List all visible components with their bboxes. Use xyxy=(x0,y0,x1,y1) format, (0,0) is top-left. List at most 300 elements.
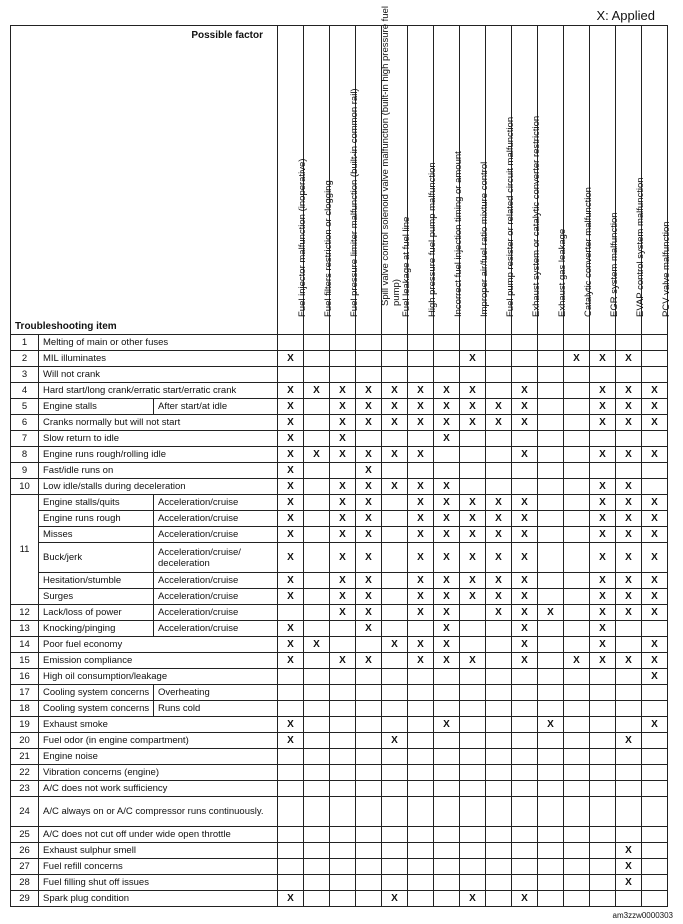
table-row xyxy=(11,733,668,749)
empty-cell xyxy=(512,797,538,827)
troubleshooting-item: Fuel refill concerns xyxy=(39,859,278,875)
applied-mark: X xyxy=(304,637,330,653)
empty-cell xyxy=(304,415,330,431)
row-number: 17 xyxy=(11,685,39,701)
applied-mark: X xyxy=(330,605,356,621)
applied-mark: X xyxy=(278,431,304,447)
row-number: 6 xyxy=(11,415,39,431)
empty-cell xyxy=(304,351,330,367)
applied-mark: X xyxy=(408,383,434,399)
empty-cell xyxy=(564,669,590,685)
empty-cell xyxy=(408,351,434,367)
empty-cell xyxy=(512,431,538,447)
empty-cell xyxy=(408,701,434,717)
applied-mark: X xyxy=(434,605,460,621)
empty-cell xyxy=(564,827,590,843)
empty-cell xyxy=(304,573,330,589)
empty-cell xyxy=(538,797,564,827)
empty-cell xyxy=(460,335,486,351)
applied-mark: X xyxy=(616,573,642,589)
table-row xyxy=(11,875,668,891)
empty-cell xyxy=(590,797,616,827)
empty-cell xyxy=(304,717,330,733)
applied-mark: X xyxy=(356,653,382,669)
empty-cell xyxy=(538,335,564,351)
empty-cell xyxy=(538,891,564,907)
empty-cell xyxy=(330,859,356,875)
troubleshooting-item: Engine runs rough xyxy=(39,511,154,527)
empty-cell xyxy=(330,843,356,859)
empty-cell xyxy=(538,573,564,589)
factor-label: High pressure fuel pump malfunction xyxy=(426,162,438,317)
empty-cell xyxy=(564,589,590,605)
empty-cell xyxy=(278,875,304,891)
applied-mark: X xyxy=(278,463,304,479)
empty-cell xyxy=(356,351,382,367)
empty-cell xyxy=(486,827,512,843)
empty-cell xyxy=(616,717,642,733)
empty-cell xyxy=(304,685,330,701)
empty-cell xyxy=(356,797,382,827)
empty-cell xyxy=(408,733,434,749)
empty-cell xyxy=(382,495,408,511)
empty-cell xyxy=(590,685,616,701)
empty-cell xyxy=(642,685,668,701)
empty-cell xyxy=(356,891,382,907)
empty-cell xyxy=(616,367,642,383)
empty-cell xyxy=(486,733,512,749)
empty-cell xyxy=(434,843,460,859)
applied-mark: X xyxy=(590,527,616,543)
applied-mark: X xyxy=(616,415,642,431)
table-row xyxy=(11,891,668,907)
empty-cell xyxy=(382,859,408,875)
empty-cell xyxy=(382,431,408,447)
empty-cell xyxy=(512,859,538,875)
empty-cell xyxy=(408,367,434,383)
empty-cell xyxy=(278,367,304,383)
applied-mark: X xyxy=(538,717,564,733)
empty-cell xyxy=(616,749,642,765)
table-row xyxy=(11,415,668,431)
empty-cell xyxy=(512,749,538,765)
applied-mark: X xyxy=(330,383,356,399)
applied-mark: X xyxy=(408,543,434,573)
applied-mark: X xyxy=(382,479,408,495)
empty-cell xyxy=(564,479,590,495)
factor-label: EGR system malfunction xyxy=(608,212,620,317)
empty-cell xyxy=(278,605,304,621)
empty-cell xyxy=(434,875,460,891)
troubleshooting-item: Engine stalls xyxy=(39,399,154,415)
table-row xyxy=(11,383,668,399)
empty-cell xyxy=(642,749,668,765)
empty-cell xyxy=(382,351,408,367)
troubleshooting-item: Cranks normally but will not start xyxy=(39,415,278,431)
empty-cell xyxy=(538,701,564,717)
empty-cell xyxy=(590,781,616,797)
empty-cell xyxy=(304,463,330,479)
empty-cell xyxy=(304,335,330,351)
applied-mark: X xyxy=(616,399,642,415)
troubleshooting-item: Engine stalls/quits xyxy=(39,495,154,511)
empty-cell xyxy=(304,431,330,447)
empty-cell xyxy=(486,685,512,701)
factor-header xyxy=(512,26,542,335)
empty-cell xyxy=(304,399,330,415)
applied-mark: X xyxy=(278,527,304,543)
troubleshooting-item: A/C always on or A/C compressor runs continuously. xyxy=(39,797,278,827)
applied-mark: X xyxy=(356,621,382,637)
empty-cell xyxy=(538,669,564,685)
applied-mark: X xyxy=(330,431,356,447)
row-number: 28 xyxy=(11,875,39,891)
row-number: 20 xyxy=(11,733,39,749)
table-row xyxy=(11,447,668,463)
empty-cell xyxy=(434,685,460,701)
row-number: 18 xyxy=(11,701,39,717)
table-row xyxy=(11,781,668,797)
empty-cell xyxy=(564,431,590,447)
applied-mark: X xyxy=(434,495,460,511)
applied-mark: X xyxy=(408,589,434,605)
empty-cell xyxy=(538,733,564,749)
empty-cell xyxy=(486,335,512,351)
empty-cell xyxy=(356,827,382,843)
empty-cell xyxy=(460,669,486,685)
table-row xyxy=(11,621,668,637)
applied-mark: X xyxy=(512,415,538,431)
applied-mark: X xyxy=(616,351,642,367)
factor-label: Fuel injector malfunction (inoperative) xyxy=(296,158,308,317)
applied-mark: X xyxy=(278,383,304,399)
table-row xyxy=(11,717,668,733)
empty-cell xyxy=(278,335,304,351)
troubleshooting-item: Knocking/pinging xyxy=(39,621,154,637)
empty-cell xyxy=(590,765,616,781)
empty-cell xyxy=(304,733,330,749)
applied-mark: X xyxy=(278,589,304,605)
empty-cell xyxy=(642,351,668,367)
applied-mark: X xyxy=(356,383,382,399)
empty-cell xyxy=(564,463,590,479)
empty-cell xyxy=(538,875,564,891)
troubleshooting-item: Vibration concerns (engine) xyxy=(39,765,278,781)
applied-mark: X xyxy=(434,383,460,399)
empty-cell xyxy=(304,875,330,891)
factor-header xyxy=(486,26,516,335)
applied-mark: X xyxy=(486,399,512,415)
empty-cell xyxy=(564,605,590,621)
empty-cell xyxy=(356,367,382,383)
empty-cell xyxy=(538,495,564,511)
empty-cell xyxy=(278,859,304,875)
empty-cell xyxy=(330,781,356,797)
empty-cell xyxy=(330,621,356,637)
empty-cell xyxy=(564,749,590,765)
empty-cell xyxy=(382,335,408,351)
applied-mark: X xyxy=(330,653,356,669)
empty-cell xyxy=(512,367,538,383)
empty-cell xyxy=(434,749,460,765)
applied-mark: X xyxy=(278,621,304,637)
empty-cell xyxy=(356,431,382,447)
applied-mark: X xyxy=(460,495,486,511)
applied-mark: X xyxy=(278,351,304,367)
empty-cell xyxy=(460,717,486,733)
applied-mark: X xyxy=(590,573,616,589)
empty-cell xyxy=(538,621,564,637)
applied-mark: X xyxy=(460,415,486,431)
empty-cell xyxy=(564,765,590,781)
factor-header xyxy=(538,26,568,335)
condition: Acceleration/cruise xyxy=(154,573,278,589)
applied-mark: X xyxy=(434,527,460,543)
empty-cell xyxy=(486,781,512,797)
empty-cell xyxy=(356,701,382,717)
troubleshooting-item: Cooling system concerns xyxy=(39,701,154,717)
table-row xyxy=(11,765,668,781)
empty-cell xyxy=(564,447,590,463)
row-number: 22 xyxy=(11,765,39,781)
applied-mark: X xyxy=(642,383,668,399)
applied-mark: X xyxy=(434,431,460,447)
factor-header xyxy=(330,26,360,335)
applied-mark: X xyxy=(590,621,616,637)
empty-cell xyxy=(642,781,668,797)
factor-header xyxy=(590,26,620,335)
factor-header xyxy=(616,26,646,335)
empty-cell xyxy=(486,669,512,685)
empty-cell xyxy=(408,859,434,875)
empty-cell xyxy=(460,479,486,495)
empty-cell xyxy=(564,781,590,797)
empty-cell xyxy=(564,701,590,717)
applied-mark: X xyxy=(642,653,668,669)
row-number: 4 xyxy=(11,383,39,399)
empty-cell xyxy=(304,621,330,637)
troubleshooting-item: Poor fuel economy xyxy=(39,637,278,653)
applied-mark: X xyxy=(356,511,382,527)
empty-cell xyxy=(512,335,538,351)
factor-label: Fuel pressure limiter malfunction (built-in common rail) xyxy=(348,88,360,317)
empty-cell xyxy=(434,335,460,351)
troubleshooting-item: Lack/loss of power xyxy=(39,605,154,621)
empty-cell xyxy=(538,653,564,669)
empty-cell xyxy=(564,335,590,351)
applied-mark: X xyxy=(356,447,382,463)
header-row xyxy=(11,26,668,335)
troubleshooting-item: MIL illuminates xyxy=(39,351,278,367)
empty-cell xyxy=(382,543,408,573)
empty-cell xyxy=(616,637,642,653)
table-row xyxy=(11,351,668,367)
applied-mark: X xyxy=(330,543,356,573)
table-row xyxy=(11,589,668,605)
applied-mark: X xyxy=(434,637,460,653)
empty-cell xyxy=(538,511,564,527)
empty-cell xyxy=(486,875,512,891)
applied-mark: X xyxy=(616,479,642,495)
applied-mark: X xyxy=(616,843,642,859)
empty-cell xyxy=(538,527,564,543)
empty-cell xyxy=(486,653,512,669)
empty-cell xyxy=(616,797,642,827)
applied-mark: X xyxy=(408,605,434,621)
applied-mark: X xyxy=(486,495,512,511)
empty-cell xyxy=(460,749,486,765)
empty-cell xyxy=(616,463,642,479)
empty-cell xyxy=(642,859,668,875)
empty-cell xyxy=(304,511,330,527)
applied-mark: X xyxy=(642,605,668,621)
applied-mark: X xyxy=(278,543,304,573)
applied-mark: X xyxy=(460,351,486,367)
row-number: 24 xyxy=(11,797,39,827)
applied-mark: X xyxy=(616,495,642,511)
applied-mark: X xyxy=(486,589,512,605)
empty-cell xyxy=(590,749,616,765)
row-number: 12 xyxy=(11,605,39,621)
empty-cell xyxy=(382,797,408,827)
applied-mark: X xyxy=(460,511,486,527)
empty-cell xyxy=(330,875,356,891)
factor-header xyxy=(304,26,334,335)
troubleshooting-item: Fuel filling shut off issues xyxy=(39,875,278,891)
row-number: 15 xyxy=(11,653,39,669)
empty-cell xyxy=(590,859,616,875)
applied-mark: X xyxy=(642,399,668,415)
empty-cell xyxy=(330,797,356,827)
applied-mark: X xyxy=(408,495,434,511)
empty-cell xyxy=(616,431,642,447)
empty-cell xyxy=(564,859,590,875)
empty-cell xyxy=(512,733,538,749)
applied-mark: X xyxy=(408,527,434,543)
empty-cell xyxy=(278,781,304,797)
empty-cell xyxy=(642,733,668,749)
empty-cell xyxy=(408,827,434,843)
empty-cell xyxy=(486,701,512,717)
empty-cell xyxy=(486,717,512,733)
empty-cell xyxy=(304,589,330,605)
empty-cell xyxy=(486,463,512,479)
empty-cell xyxy=(356,875,382,891)
applied-mark: X xyxy=(486,511,512,527)
empty-cell xyxy=(460,797,486,827)
table-row xyxy=(11,605,668,621)
applied-mark: X xyxy=(278,511,304,527)
factor-label: EVAP control system malfunction xyxy=(634,177,646,317)
row-number: 16 xyxy=(11,669,39,685)
applied-mark: X xyxy=(434,543,460,573)
empty-cell xyxy=(512,875,538,891)
empty-cell xyxy=(408,875,434,891)
applied-mark: X xyxy=(408,653,434,669)
factor-header xyxy=(434,26,464,335)
empty-cell xyxy=(538,399,564,415)
factor-header xyxy=(278,26,308,335)
row-number: 29 xyxy=(11,891,39,907)
troubleshooting-item: Spark plug condition xyxy=(39,891,278,907)
applied-mark: X xyxy=(330,527,356,543)
row-number: 10 xyxy=(11,479,39,495)
empty-cell xyxy=(382,717,408,733)
troubleshooting-item: Fast/idle runs on xyxy=(39,463,278,479)
empty-cell xyxy=(304,669,330,685)
applied-mark: X xyxy=(382,447,408,463)
factor-label: PCV valve malfunction xyxy=(660,221,672,317)
applied-mark: X xyxy=(408,447,434,463)
empty-cell xyxy=(278,843,304,859)
table-row xyxy=(11,511,668,527)
troubleshooting-item: Hard start/long crank/erratic start/erratic crank xyxy=(39,383,278,399)
applied-mark: X xyxy=(642,637,668,653)
applied-mark: X xyxy=(616,605,642,621)
empty-cell xyxy=(356,733,382,749)
applied-mark: X xyxy=(564,351,590,367)
troubleshooting-item: High oil consumption/leakage xyxy=(39,669,278,685)
empty-cell xyxy=(460,781,486,797)
factor-label: Improper air/fuel ratio mixture control xyxy=(478,161,490,317)
row-number: 21 xyxy=(11,749,39,765)
empty-cell xyxy=(304,797,330,827)
empty-cell xyxy=(356,685,382,701)
applied-mark: X xyxy=(460,891,486,907)
row-number: 3 xyxy=(11,367,39,383)
empty-cell xyxy=(408,463,434,479)
empty-cell xyxy=(382,653,408,669)
empty-cell xyxy=(382,685,408,701)
empty-cell xyxy=(356,717,382,733)
applied-mark: X xyxy=(356,399,382,415)
empty-cell xyxy=(460,463,486,479)
empty-cell xyxy=(590,843,616,859)
empty-cell xyxy=(434,367,460,383)
condition: Acceleration/cruise xyxy=(154,621,278,637)
empty-cell xyxy=(538,859,564,875)
empty-cell xyxy=(486,447,512,463)
row-number: 13 xyxy=(11,621,39,637)
applied-mark: X xyxy=(356,543,382,573)
applied-mark: X xyxy=(512,891,538,907)
empty-cell xyxy=(304,701,330,717)
empty-cell xyxy=(330,367,356,383)
table-row xyxy=(11,843,668,859)
applied-mark: X xyxy=(408,415,434,431)
factor-header xyxy=(382,26,412,335)
row-number: 5 xyxy=(11,399,39,415)
applied-mark: X xyxy=(616,589,642,605)
applied-mark: X xyxy=(330,495,356,511)
applied-mark: X xyxy=(642,717,668,733)
empty-cell xyxy=(564,543,590,573)
empty-cell xyxy=(616,891,642,907)
condition: Acceleration/cruise xyxy=(154,527,278,543)
row-number: 25 xyxy=(11,827,39,843)
empty-cell xyxy=(564,415,590,431)
empty-cell xyxy=(564,891,590,907)
applied-mark: X xyxy=(330,589,356,605)
empty-cell xyxy=(356,781,382,797)
row-number: 14 xyxy=(11,637,39,653)
applied-mark: X xyxy=(590,589,616,605)
empty-cell xyxy=(434,827,460,843)
empty-cell xyxy=(642,367,668,383)
empty-cell xyxy=(278,765,304,781)
empty-cell xyxy=(304,749,330,765)
row-number: 8 xyxy=(11,447,39,463)
